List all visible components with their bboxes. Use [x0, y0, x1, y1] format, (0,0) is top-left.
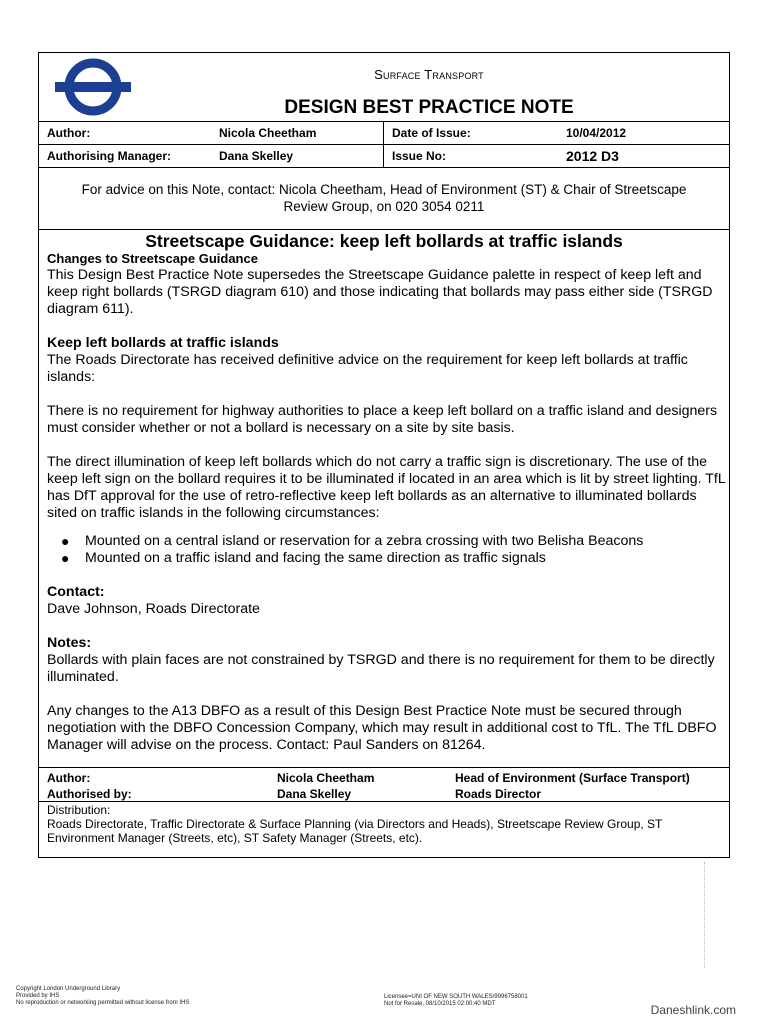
author-value: Nicola Cheetham [211, 122, 384, 145]
signoff-row-author [39, 768, 729, 787]
meta-table [39, 121, 729, 167]
footer-licensee-line: Licensee=UNI OF NEW SOUTH WALES/9996758001 [384, 994, 528, 1000]
document-frame [38, 52, 730, 858]
circumstances-list [47, 533, 727, 567]
footer-copyright [16, 986, 189, 1007]
body-content [47, 251, 727, 754]
manager-label: Authorising Manager: [39, 145, 211, 168]
bullet-icon: ● [61, 550, 70, 566]
advice-box [39, 167, 729, 229]
changes-heading: Changes to Streetscape Guidance [47, 251, 258, 266]
bullet-icon: ● [61, 533, 70, 549]
issue-value: 2012 D3 [558, 145, 729, 168]
advice-line-1: For advice on this Note, contact: Nicola Cheetham, Head of Environment (ST) & Chair of Streetscape [81, 182, 687, 197]
main-title: Streetscape Guidance: keep left bollards at traffic islands [145, 231, 623, 251]
changes-text: This Design Best Practice Note supersedes the Streetscape Guidance palette in respect of keep left and keep right bollards (TSRGD diagram 610) and those indicating that bollards may pass either side (TSRGD diagram 611). [47, 267, 713, 317]
signoff-table [39, 767, 729, 802]
date-label: Date of Issue: [384, 122, 559, 145]
margin-mark [704, 862, 711, 968]
footer-provider-line: Provided by IHS [16, 993, 60, 999]
issue-label: Issue No: [384, 145, 559, 168]
signoff-authorised-role: Roads Director [455, 787, 542, 801]
signoff-author-role: Head of Environment (Surface Transport) [447, 768, 729, 787]
meta-row-manager [39, 145, 729, 168]
list-item [47, 533, 727, 550]
signoff-row-authorised [39, 786, 729, 802]
contact-heading: Contact: [47, 584, 105, 600]
notes-heading: Notes: [47, 635, 92, 651]
footer-copyright-line: Copyright London Underground Library [16, 986, 121, 992]
organisation-name: Surface Transport [374, 67, 484, 82]
signoff-authorised-name: Dana Skelley [277, 787, 352, 801]
footer-license-line: No reproduction or networking permitted without license from IHS [16, 1000, 190, 1006]
list-item-text: Mounted on a central island or reservation for a zebra crossing with two Belisha Beacons [85, 533, 644, 549]
notes-paragraph-1: Bollards with plain faces are not constrained by TSRGD and there is no requirement for them to be directly illuminated. [47, 652, 715, 685]
manager-value: Dana Skelley [211, 145, 384, 168]
notes-paragraph-2: Any changes to the A13 DBFO as a result of this Design Best Practice Note must be secured through negotiation with the DBFO Concession Company, which may result in additional cost to TfL. The TfL DBFO Manager will advise on the process. Contact: Paul Sanders on 81264. [47, 703, 717, 753]
title-divider [39, 229, 729, 230]
meta-row-author [39, 122, 729, 145]
signoff-author-name: Nicola Cheetham [269, 768, 447, 787]
keep-left-paragraph-2: There is no requirement for highway authorities to place a keep left bollard on a traffic island and designers must consider whether or not a bollard is necessary on a site by site basis. [47, 403, 718, 436]
signoff-author-label: Author: [39, 768, 269, 787]
distribution-label: Distribution: [47, 803, 111, 817]
distribution-box [39, 801, 729, 845]
document-title: DESIGN BEST PRACTICE NOTE [284, 97, 574, 118]
footer-resale-line: Not for Resale, 08/10/2015 02:00:40 MDT [384, 1001, 496, 1007]
keep-left-heading: Keep left bollards at traffic islands [47, 335, 279, 351]
distribution-text: Roads Directorate, Traffic Directorate & Surface Planning (via Directors and Heads), Streetscape Review Group, ST Environment Manager (Streets, etc), ST Safety Manager (Streets, etc). [47, 817, 663, 845]
signoff-authorised-label: Authorised by: [47, 787, 132, 801]
footer-watermark: Daneshlink.com [650, 1003, 736, 1017]
list-item-text: Mounted on a traffic island and facing the same direction as traffic signals [85, 550, 546, 566]
footer-licensee [384, 994, 528, 1008]
keep-left-paragraph-3: The direct illumination of keep left bollards which do not carry a traffic sign is discretionary. The use of the keep left sign on the bollard requires it to be illuminated if located in an area which is lit by street lighting. TfL has DfT approval for the use of retro-reflective keep left bollards as an alternative to illuminated bollards sited on traffic islands in the following circumstances: [47, 454, 726, 521]
advice-line-2: Review Group, on 020 3054 0211 [283, 199, 485, 214]
roundel-logo-icon [53, 57, 133, 117]
author-label: Author: [39, 122, 211, 145]
list-item [47, 550, 727, 567]
keep-left-paragraph-1: The Roads Directorate has received definitive advice on the requirement for keep left bollards at traffic islands: [47, 352, 688, 385]
contact-text: Dave Johnson, Roads Directorate [47, 601, 260, 617]
date-value: 10/04/2012 [558, 122, 729, 145]
